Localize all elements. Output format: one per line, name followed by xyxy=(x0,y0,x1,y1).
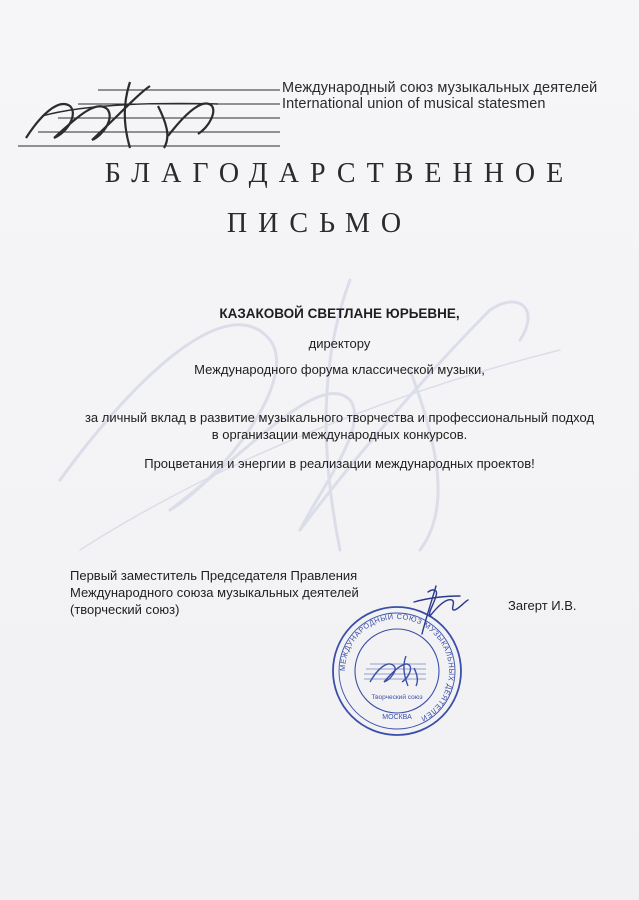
signatory-title-line: (творческий союз) xyxy=(70,602,180,617)
signatory-title-line: Международного союза музыкальных деятелей xyxy=(70,585,359,600)
gratitude-reason-line: за личный вклад в развитие музыкального творчества и профессиональный подход xyxy=(84,410,595,425)
handwritten-signature xyxy=(408,582,478,638)
stamp-ring-text: МЕЖДУНАРОДНЫЙ СОЮЗ МУЗЫКАЛЬНЫХ ДЕЯТЕЛЕЙ xyxy=(337,611,457,724)
closing-wish: Процветания и энергии в реализации международных проектов! xyxy=(144,456,535,471)
stamp-inner-text: Творческий союз xyxy=(371,694,423,701)
recipient-position: директору xyxy=(308,336,371,351)
union-logo xyxy=(18,76,280,154)
gratitude-reason-line: в организации международных конкурсов. xyxy=(211,427,468,442)
signatory-name: Загерт И.В. xyxy=(508,598,577,613)
organization-name-en: International union of musical statesmen xyxy=(282,96,546,112)
recipient-name: КАЗАКОВОЙ СВЕТЛАНЕ ЮРЬЕВНЕ, xyxy=(219,306,460,321)
signatory-title-line: Первый заместитель Председателя Правления xyxy=(70,568,358,583)
recipient-organization: Международного форума классической музыки, xyxy=(194,362,485,377)
stamp-city: МОСКВА xyxy=(382,714,412,721)
document-title: БЛАГОДАРСТВЕННОЕ xyxy=(104,158,575,189)
document-title-second-line: ПИСЬМО xyxy=(226,208,413,239)
organization-name-ru: Международный союз музыкальных деятелей xyxy=(282,80,598,96)
